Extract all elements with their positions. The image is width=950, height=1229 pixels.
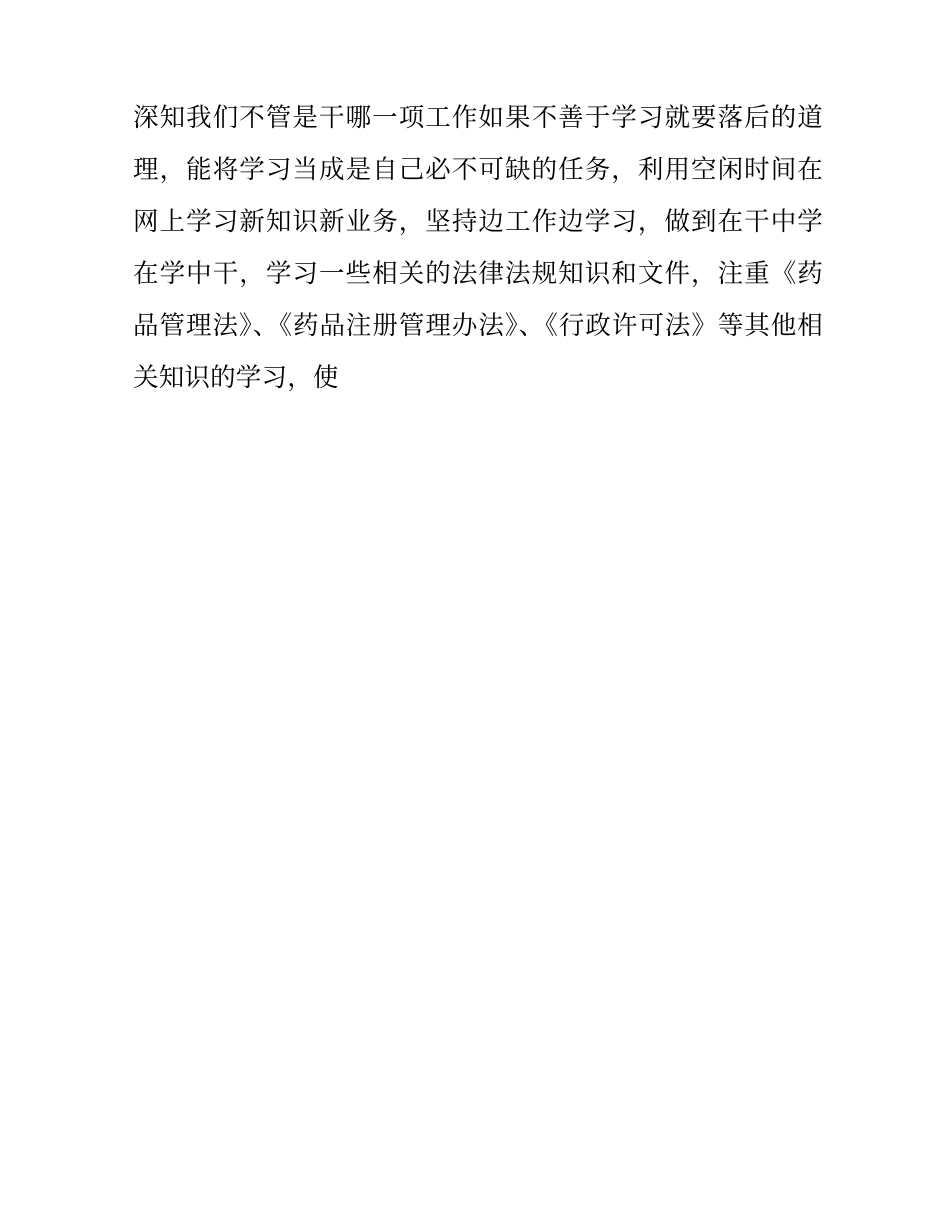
document-body [133,92,823,404]
body-paragraph: 深知我们不管是干哪一项工作如果不善于学习就要落后的道理，能将学习当成是自己必不可缺的任务，利用空闲时间在网上学习新知识新业务，坚持边工作边学习，做到在干中学在学中干，学习一些相关的法律法规知识和文件，注重《药品管理法》、《药品注册管理办法》、《行政许可法》等其他相关知识的学习，使 [133,103,823,393]
